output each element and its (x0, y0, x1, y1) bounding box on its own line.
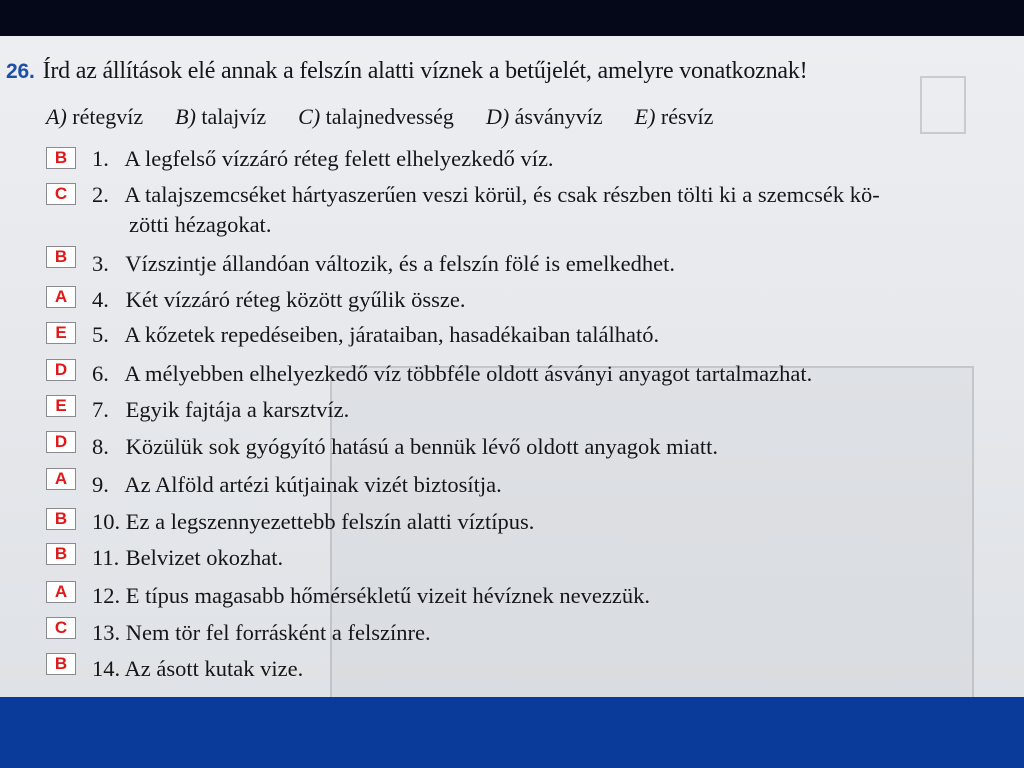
statement-2-continuation: zötti hézagokat. (129, 212, 272, 237)
statement-11: 11. Belvizet okozhat. (92, 545, 284, 570)
question-text: Írd az állítások elé annak a felszín alatti víznek a betűjelét, amelyre vonatkoznak! (42, 58, 808, 84)
answer-box-14[interactable]: B (46, 653, 76, 675)
answer-options (46, 104, 826, 130)
question-heading (6, 58, 807, 85)
answer-box-10[interactable]: B (46, 508, 76, 530)
answer-box-8[interactable]: D (46, 431, 76, 453)
statement-14: 14. Az ásott kutak vize. (92, 656, 304, 681)
answer-box-11[interactable]: B (46, 543, 76, 565)
statement-7: 7. Egyik fajtája a karsztvíz. (92, 397, 350, 422)
statement-2: 2. A talajszemcséket hártyaszerűen veszi körül, és csak részben tölti ki a szemcsék kö- zötti hézagokat. (92, 180, 880, 240)
bleed-through-box (920, 76, 966, 134)
bottom-blue-band (0, 697, 1024, 768)
scanned-page (0, 36, 1024, 697)
statement-10: 10. Ez a legszennyezettebb felszín alatti víztípus. (92, 509, 535, 534)
answer-box-12[interactable]: A (46, 581, 76, 603)
option-d: D) ásványvíz (485, 104, 603, 129)
question-number: 26. (6, 60, 35, 83)
option-b: B) talajvíz (175, 104, 267, 129)
answer-box-4[interactable]: A (46, 286, 76, 308)
answer-box-9[interactable]: A (46, 468, 76, 490)
answer-box-13[interactable]: C (46, 617, 76, 639)
statement-9: 9. Az Alföld artézi kútjainak vizét biztosítja. (92, 472, 502, 497)
answer-box-6[interactable]: D (46, 359, 76, 381)
statement-8: 8. Közülük sok gyógyító hatású a bennük lévő oldott anyagok miatt. (92, 434, 719, 459)
answer-box-5[interactable]: E (46, 322, 76, 344)
answer-box-3[interactable]: B (46, 246, 76, 268)
option-c: C) talajnedvesség (298, 104, 454, 129)
top-dark-band (0, 0, 1024, 36)
statement-6: 6. A mélyebben elhelyezkedő víz többféle oldott ásványi anyagot tartalmazhat. (92, 361, 813, 386)
statement-3: 3. Vízszintje állandóan változik, és a felszín fölé is emelkedhet. (92, 251, 676, 276)
option-e: E) résvíz (634, 104, 714, 129)
statement-13: 13. Nem tör fel forrásként a felszínre. (92, 620, 431, 645)
statement-4: 4. Két vízzáró réteg között gyűlik össze. (92, 287, 466, 312)
statement-1: 1. A legfelső vízzáró réteg felett elhelyezkedő víz. (92, 146, 554, 171)
answer-box-2[interactable]: C (46, 183, 76, 205)
statement-5: 5. A kőzetek repedéseiben, járataiban, hasadékaiban található. (92, 322, 660, 347)
answer-box-7[interactable]: E (46, 395, 76, 417)
option-a: A) rétegvíz (46, 104, 144, 129)
answer-box-1[interactable]: B (46, 147, 76, 169)
statement-12: 12. E típus magasabb hőmérsékletű vizeit hévíznek nevezzük. (92, 583, 650, 608)
